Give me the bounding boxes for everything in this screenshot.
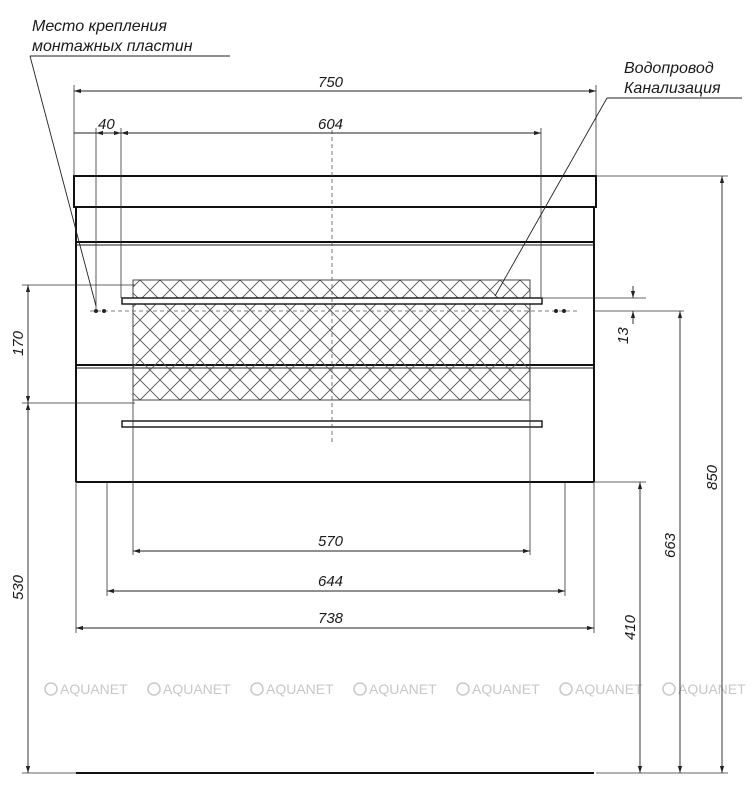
- watermark-icon: [560, 683, 572, 695]
- dim-604: 604: [318, 116, 344, 133]
- watermark-text: AQUANET: [163, 681, 231, 697]
- mount-point-right: [554, 309, 558, 313]
- watermark-logo: [354, 681, 437, 697]
- dim-170: 170: [10, 330, 27, 356]
- watermark-icon: [251, 683, 263, 695]
- watermark-text: AQUANET: [575, 681, 643, 697]
- dim-13: 13: [615, 327, 632, 344]
- mount-point-left-2: [102, 309, 106, 313]
- watermark-text: AQUANET: [472, 681, 540, 697]
- watermark-text: AQUANET: [60, 681, 128, 697]
- callout-water-line1: Водопровод: [624, 60, 714, 77]
- dim-530: 530: [10, 574, 27, 600]
- watermark-logo: [560, 681, 643, 697]
- watermark-icon: [663, 683, 675, 695]
- callout-mounting-line2: монтажных пластин: [32, 38, 193, 55]
- watermark-logo: [45, 681, 128, 697]
- watermark-icon: [148, 683, 160, 695]
- mount-point-right-2: [562, 309, 566, 313]
- watermark-text: AQUANET: [266, 681, 334, 697]
- watermark-text: AQUANET: [678, 681, 746, 697]
- dimension-lines: [28, 91, 722, 773]
- extension-lines: [22, 85, 728, 773]
- watermark-icon: [45, 683, 57, 695]
- watermark-row: [45, 681, 746, 697]
- dim-570: 570: [318, 533, 344, 550]
- dim-850: 850: [704, 464, 721, 490]
- callout-water: [495, 60, 742, 296]
- callout-mounting-line1: Место крепления: [32, 18, 167, 35]
- dim-410: 410: [622, 614, 639, 640]
- callout-mounting: [30, 18, 230, 306]
- dim-40: 40: [98, 116, 115, 133]
- dim-663: 663: [662, 532, 679, 558]
- watermark-text: AQUANET: [369, 681, 437, 697]
- dim-750: 750: [318, 74, 344, 91]
- watermark-logo: [663, 681, 746, 697]
- callout-water-line2: Канализация: [624, 80, 721, 97]
- watermark-icon: [354, 683, 366, 695]
- dim-644: 644: [318, 573, 344, 590]
- watermark-logo: [148, 681, 231, 697]
- dim-738: 738: [318, 610, 344, 627]
- watermark-logo: [457, 681, 540, 697]
- watermark-logo: [251, 681, 334, 697]
- watermark-icon: [457, 683, 469, 695]
